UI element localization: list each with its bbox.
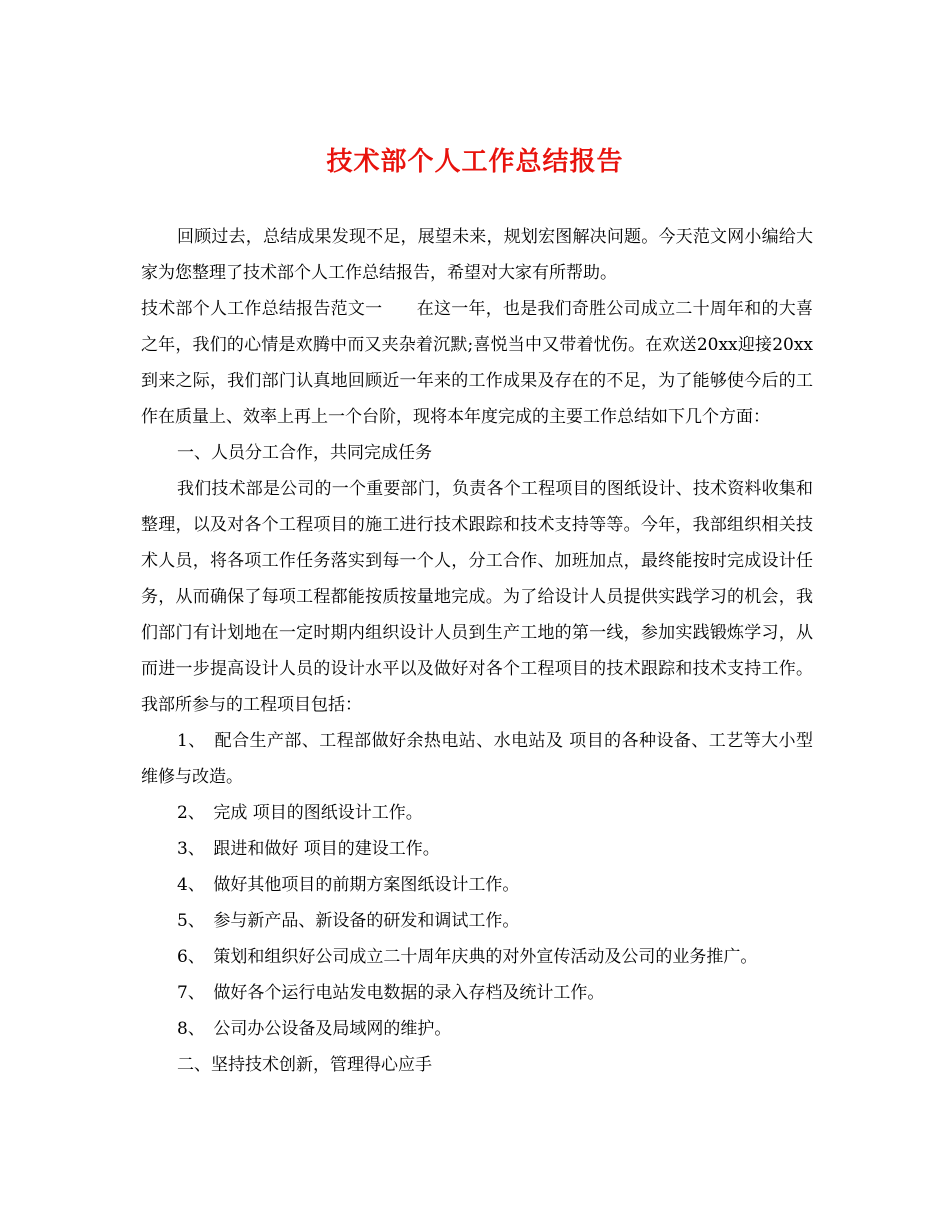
intro-paragraph: 回顾过去，总结成果发现不足，展望未来，规划宏图解决问题。今天范文网小编给大家为您整理了技术部个人工作总结报告，希望对大家有所帮助。 — [141, 227, 813, 283]
list-item: 4、 做好其他项目的前期方案图纸设计工作。 — [177, 875, 520, 895]
list-item: 6、 策划和组织好公司成立二十周年庆典的对外宣传活动及公司的业务推广。 — [177, 947, 758, 967]
list-item: 3、 跟进和做好 项目的建设工作。 — [177, 839, 440, 859]
section-heading: 二、坚持技术创新，管理得心应手 — [177, 1055, 432, 1075]
document-body — [141, 219, 813, 1083]
list-item: 8、 公司办公设备及局域网的维护。 — [177, 1019, 452, 1039]
list-item: 2、 完成 项目的图纸设计工作。 — [177, 803, 423, 823]
list-item: 5、 参与新产品、新设备的研发和调试工作。 — [177, 911, 520, 931]
document-title: 技术部个人工作总结报告 — [326, 147, 624, 177]
list-item: 1、 配合生产部、工程部做好余热电站、水电站及 项目的各种设备、工艺等大小型维修与改造。 — [141, 731, 813, 787]
section-heading: 一、人员分工合作，共同完成任务 — [177, 443, 432, 463]
body-paragraph: 我们技术部是公司的一个重要部门，负责各个工程项目的图纸设计、技术资料收集和整理，以及对各个工程项目的施工进行技术跟踪和技术支持等等。今年，我部组织相关技术人员，将各项工作任务落实到每一个人，分工合作、加班加点，最终能按时完成设计任务，从而确保了每项工程都能按质按量地完成。为了给设计人员提供实践学习的机会，我们部门有计划地在一定时期内组织设计人员到生产工地的第一线，参加实践锻炼学习，从而进一步提高设计人员的设计水平以及做好对各个工程项目的技术跟踪和技术支持工作。我部所参与的工程项目包括： — [141, 479, 813, 715]
list-item: 7、 做好各个运行电站发电数据的录入存档及统计工作。 — [177, 983, 605, 1003]
body-paragraph: 技术部个人工作总结报告范文一 在这一年，也是我们奇胜公司成立二十周年和的大喜之年，我们的心情是欢腾中而又夹杂着沉默;喜悦当中又带着忧伤。在欢送20xx迎接20xx到来之际，我们部门认真地回顾近一年来的工作成果及存在的不足，为了能够使今后的工作在质量上、效率上再上一个台阶，现将本年度完成的主要工作总结如下几个方面： — [141, 299, 813, 427]
